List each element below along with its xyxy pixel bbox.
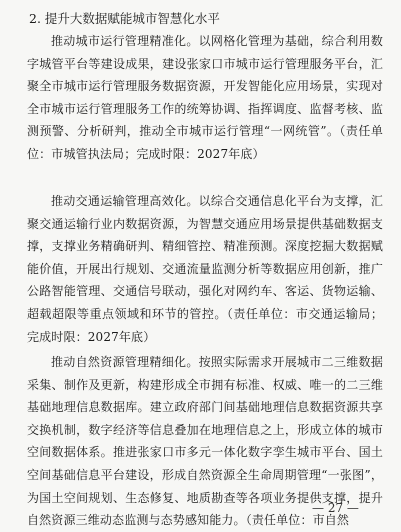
page-number: — 27 — (312, 501, 359, 515)
paragraph-transport: 推动交通运输管理高效化。以综合交通信息化平台为支撑，汇聚交通运输行业内数据资源，为智慧交通应用场景提供基础数据支撑，支撑业务精确研判、精细管控、精准预测。深度挖掘大数据赋能价值，开展出行规划、交通流量监测分析等数据应用创新，推广公路智能管理、交通信号联动，强化对网约车、客运、货物运输、超载超限等重点领域和环节的管控。（责任单位：市交通运输局；完成时限：2027年底） (27, 194, 383, 344)
paragraph-natural-resources: 推动自然资源管理精细化。按照实际需求开展城市二三维数据采集、制作及更新，构建形成全市拥有标准、权威、唯一的二三维基础地理信息数据库。建立政府部门间基础地理信息数据资源共享交换机制，数字经济等信息叠加在地理信息之上，形成立体的城市空间数据体系。推进张家口市多元一体化数字孪生城市平台、国土空间基础信息平台建设，形成自然资源全生命周期管理“一张图”，为国土空间规划、生态修复、地质勘查等各项业务提供支撑，提升自然资源三维动态监测与态势感知能力。（责任单位：市自然 (27, 355, 383, 528)
section-heading: 2. 提升大数据赋能城市智慧化水平 (29, 11, 220, 26)
paragraph-city-operation: 推动城市运行管理精准化。以网格化管理为基础，综合利用数字城管平台等建设成果，建设张家口市城市运行管理服务平台，汇聚全市城市运行管理服务数据资源，开发智能化应用场景，实现对全市城市运行管理服务工作的统筹协调、指挥调度、监督考核、监测预警、分析研判，推动全市城市运行管理“一网统管”。（责任单位：市城管执法局；完成时限：2027年底） (27, 34, 383, 161)
